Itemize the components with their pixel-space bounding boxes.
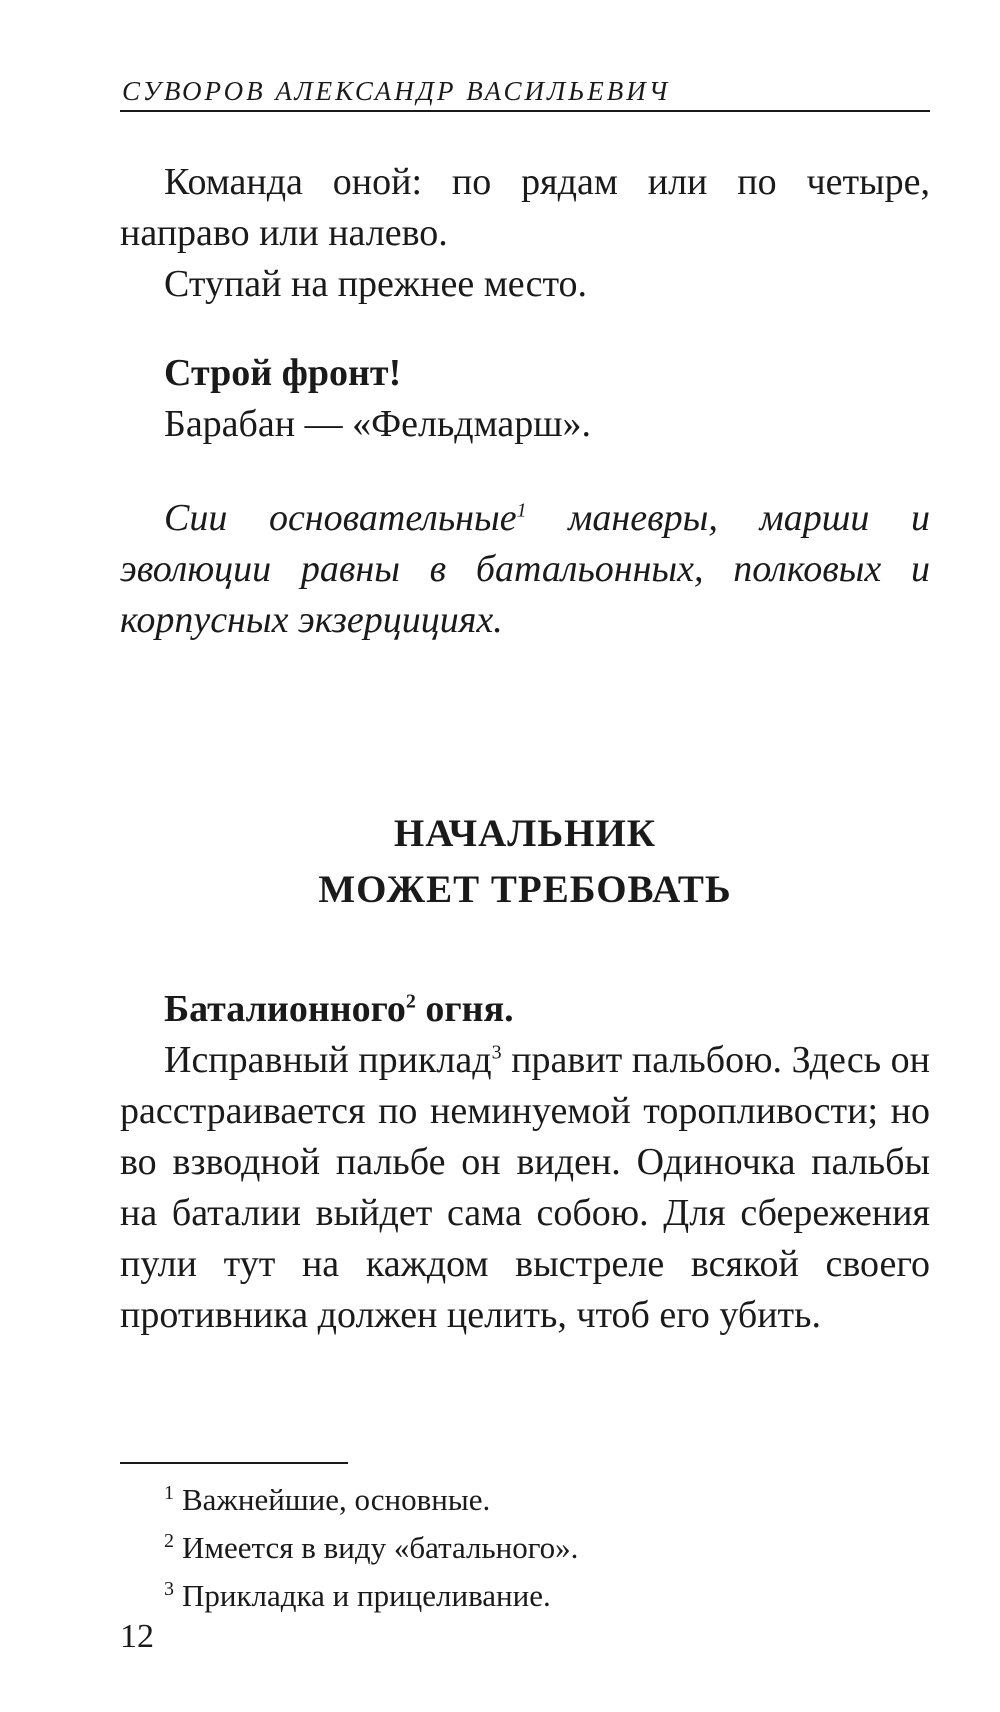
section-battalion-fire — [120, 984, 930, 1341]
italic-note — [120, 493, 930, 646]
italic-note-part2: маневры, марши и эволюции равны в батальонных, полковых и корпусных экзерцициях. — [120, 497, 930, 641]
heading-line-2: МОЖЕТ ТРЕБОВАТЬ — [318, 868, 732, 911]
footnote-ref-1: 1 — [516, 499, 527, 522]
header-rule — [120, 110, 930, 112]
footnote-2 — [164, 1524, 924, 1572]
footnote-1 — [164, 1476, 924, 1524]
running-head: СУВОРОВ АЛЕКСАНДР ВАСИЛЬЕВИЧ — [122, 76, 671, 106]
battalion-fire-title-part2: огня. — [415, 988, 514, 1030]
footnote-rule — [120, 1462, 348, 1464]
battalion-fire-title — [120, 984, 930, 1035]
battalion-fire-text-part1: Исправный приклад — [164, 1039, 492, 1081]
footnotes — [164, 1476, 924, 1620]
front-title: Строй фронт! — [164, 352, 402, 394]
footnote-3 — [164, 1572, 924, 1620]
footnote-ref-2: 2 — [405, 990, 416, 1013]
battalion-fire-title-part1: Баталионного — [164, 988, 406, 1030]
battalion-fire-text — [120, 1035, 930, 1341]
italic-note-part1: Сии основательные — [164, 497, 517, 539]
footnote-3-number: 3 — [164, 1577, 174, 1600]
heading-line-1: НАЧАЛЬНИК — [393, 812, 657, 855]
footnote-2-text: Имеется в виду «батального». — [182, 1530, 579, 1565]
footnote-ref-3: 3 — [491, 1041, 502, 1064]
footnote-3-text: Прикладка и прицеливание. — [182, 1578, 551, 1613]
front-text: Барабан — «Фельдмарш». — [164, 403, 592, 445]
page-number: 12 — [120, 1618, 154, 1655]
battalion-fire-text-part2: правит пальбою. Здесь он расстраивается по неминуемой торопливости; но во взводной пальбе он виден. Одиночка пальбы на баталии выйдет сама собою. Для сбережения пули тут на каждом выстреле всякой своего противника должен целить, чтоб его убить. — [120, 1039, 930, 1336]
footnote-2-number: 2 — [164, 1529, 174, 1552]
italic-note-paragraph — [120, 493, 930, 646]
section-front — [120, 348, 930, 450]
chapter-heading — [120, 806, 930, 918]
footnote-1-number: 1 — [164, 1481, 174, 1504]
return-paragraph: Ступай на прежнее место. — [164, 263, 588, 305]
section-formation-command — [120, 157, 930, 310]
command-paragraph: Команда оной: по рядам или по четыре, направо или налево. — [120, 161, 930, 254]
footnote-1-text: Важнейшие, основные. — [182, 1482, 491, 1517]
